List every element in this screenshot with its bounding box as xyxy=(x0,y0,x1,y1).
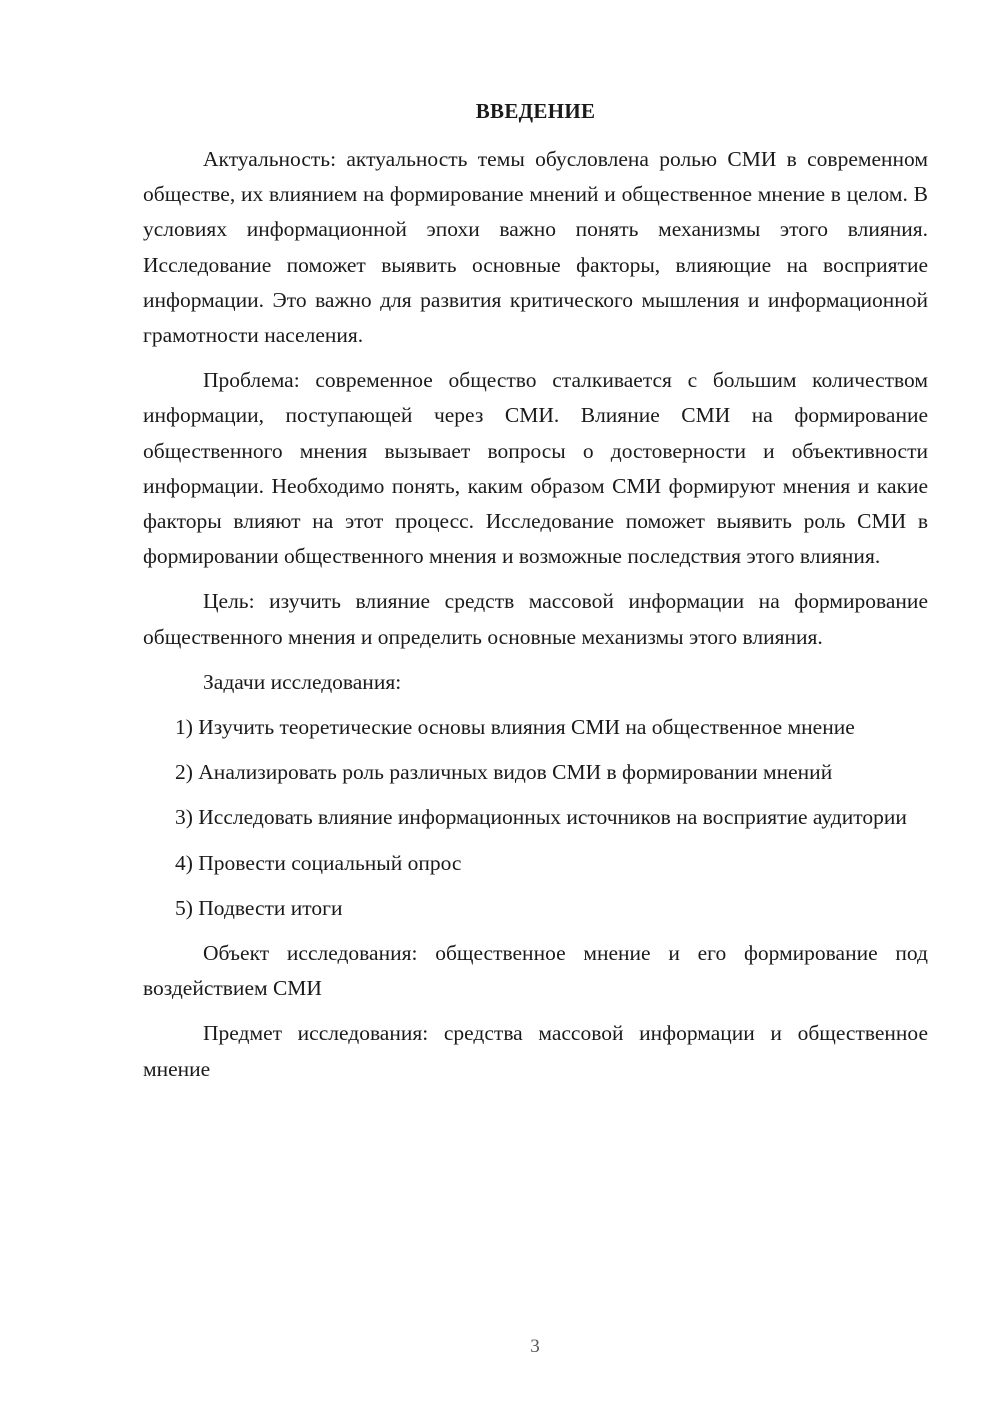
task-item: 1) Изучить теоретические основы влияния СМИ на общественное мнение xyxy=(175,715,855,740)
task-item: 5) Подвести итоги xyxy=(175,895,343,920)
paragraph-subject: Предмет исследования: средства массовой информации и общественное мнение xyxy=(143,1021,928,1081)
page-number: 3 xyxy=(530,1336,540,1357)
tasks-title: Задачи исследования: xyxy=(203,669,402,694)
section-heading: ВВЕДЕНИЕ xyxy=(475,99,596,123)
task-item: 3) Исследовать влияние информационных источников на восприятие аудитории xyxy=(175,805,907,830)
paragraph-object: Объект исследования: общественное мнение и его формирование под воздействием СМИ xyxy=(143,941,928,1001)
task-item: 2) Анализировать роль различных видов СМИ в формировании мнений xyxy=(175,760,833,785)
task-item: 4) Провести социальный опрос xyxy=(175,850,462,875)
document-body xyxy=(143,142,928,1097)
paragraph-goal: Цель: изучить влияние средств массовой информации на формирование общественного мнения и определить основные механизмы этого влияния. xyxy=(143,589,928,649)
paragraph-problem: Проблема: современное общество сталкивается с большим количеством информации, поступающей через СМИ. Влияние СМИ на формирование общественного мнения вызывает вопросы о достоверности и объективности информации. Необходимо понять, каким образом СМИ формируют мнения и какие факторы влияют на этот процесс. Исследование поможет выявить роль СМИ в формировании общественного мнения и возможные последствия этого влияния. xyxy=(143,368,928,569)
paragraph-relevance: Актуальность: актуальность темы обусловлена ролью СМИ в современном обществе, их влиянием на формирование мнений и общественное мнение в целом. В условиях информационной эпохи важно понять механизмы этого влияния. Исследование поможет выявить основные факторы, влияющие на восприятие информации. Это важно для развития критического мышления и информационной грамотности населения. xyxy=(143,147,928,348)
